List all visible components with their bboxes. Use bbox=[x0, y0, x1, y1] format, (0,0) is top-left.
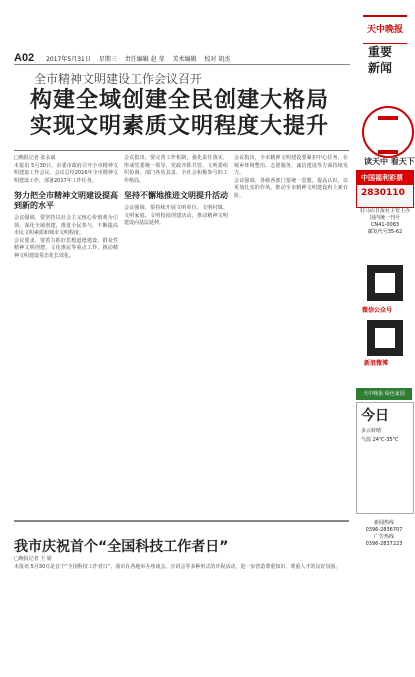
article-paragraph: 本报讯 5月30日，市委市政府召开全市精神文明建设工作会议。会议总结2016年全市精神文明建设工作，部署2017年工作任务。 bbox=[14, 162, 118, 184]
article-paragraph: 会议强调，各级各部门要统一思想，提高认识，以更加扎实的作风，推动全市精神文明建设再上新台阶。 bbox=[234, 177, 348, 199]
article-paragraph: 会议指出，全市精神文明建设要紧扣中心任务，在城乡环境整治、志愿服务、诚信建设等方面持续发力。 bbox=[234, 155, 348, 176]
contact-label: 广告热线 bbox=[373, 534, 394, 540]
wechat-label: 微信公众号 bbox=[362, 307, 393, 314]
lead-kicker: 全市精神文明建设工作会议召开 bbox=[34, 72, 203, 86]
weibo-qr-icon bbox=[367, 320, 403, 356]
contact-label: 新闻热线 bbox=[373, 520, 394, 526]
wechat-qr-icon bbox=[367, 265, 403, 301]
section-title-line-2: 新闻 bbox=[368, 61, 393, 75]
contact-box bbox=[356, 520, 412, 548]
date: 2017年5月31日 bbox=[46, 56, 91, 63]
info-line: 驻马店日报社主管主办 bbox=[359, 208, 410, 214]
section-title bbox=[368, 44, 392, 76]
contact-number: 0396-2837223 bbox=[365, 541, 403, 547]
lottery-label: 中国福利彩票 bbox=[357, 171, 413, 185]
check: 校对 胡杰 bbox=[204, 56, 231, 63]
section-rule bbox=[14, 150, 349, 151]
info-line: CN41-0083 bbox=[370, 222, 400, 228]
weather-line: 多云转晴 bbox=[361, 428, 382, 434]
lottery-number: 2830110 bbox=[361, 188, 405, 198]
column-2 bbox=[124, 155, 228, 228]
weibo-label: 新浪微博 bbox=[364, 360, 389, 367]
page-header bbox=[14, 52, 350, 65]
weekday: 星期三 bbox=[98, 56, 117, 63]
lottery-box bbox=[356, 170, 414, 208]
second-byline: □晚报记者 王 娇 bbox=[14, 556, 52, 562]
headline-line-2: 实现文明素质文明程度大提升 bbox=[30, 114, 330, 139]
column-1 bbox=[14, 155, 118, 260]
badge-glyph bbox=[378, 116, 398, 154]
subheading: 努力把全市精神文明建设提高到新的水平 bbox=[14, 191, 118, 210]
side-info bbox=[358, 208, 412, 236]
article-paragraph: 会议强调，要持续开展文明单位、文明村镇、文明家庭、文明校园创建活动，推动精神文明建设向基层延伸。 bbox=[124, 205, 228, 226]
second-paragraph: 本报讯 5月30日是首个“全国科技工作者日”。我市在各地举办座谈会、宣讲会等多种形式的庆祝活动，进一步营造尊重知识、尊重人才的良好氛围。 bbox=[14, 563, 341, 570]
editor: 责任编辑 赵 莹 bbox=[124, 56, 165, 63]
article-paragraph: 会议要求，要着力抓好思想道德建设、群众性精神文明创建、文化惠民等重点工作，推动精神文明建设常态化长效化。 bbox=[14, 237, 118, 259]
column-3 bbox=[234, 155, 348, 200]
info-line: 邮发代号35-62 bbox=[367, 229, 403, 235]
qr-center bbox=[375, 273, 395, 293]
info-line: 国内统一刊号 bbox=[369, 215, 400, 221]
section-title-line-1: 重要 bbox=[368, 45, 393, 59]
subheading: 坚持不懈地推进文明提升活动 bbox=[124, 191, 228, 200]
weather-box bbox=[356, 402, 414, 514]
masthead-logo: 天中晚报 bbox=[363, 15, 407, 44]
headline-line-1: 构建全域创建全民创建大格局 bbox=[30, 88, 330, 113]
qr-center bbox=[375, 328, 395, 348]
page-number: A02 bbox=[14, 52, 35, 64]
article-paragraph: 会议指出，要完善工作机制，强化责任落实，形成党委统一领导、党政齐抓共管、文明委组织协调、部门各负其责、全社会积极参与的工作格局。 bbox=[124, 155, 228, 184]
byline: □晚报记者 张永斌 bbox=[14, 155, 56, 161]
lead-headline bbox=[30, 88, 345, 140]
slogan: 读天中 看天下 bbox=[364, 157, 415, 166]
green-banner: 天中晚报 绿色家园 bbox=[356, 388, 412, 400]
weather-title: 今日 bbox=[361, 408, 389, 424]
article-paragraph: 会议强调，要坚持以社会主义核心价值观为引领，深化全域创建，推进全民参与，不断提高市民文明素质和城市文明程度。 bbox=[14, 215, 118, 236]
proof: 美术编辑 bbox=[172, 56, 197, 63]
badge-icon bbox=[362, 106, 414, 158]
temperature: 气温 24℃-35℃ bbox=[361, 437, 399, 443]
section-divider bbox=[14, 520, 349, 522]
second-headline: 我市庆祝首个“全国科技工作者日” bbox=[14, 539, 229, 555]
second-article bbox=[14, 530, 349, 571]
contact-number: 0396-2836707 bbox=[365, 527, 403, 533]
